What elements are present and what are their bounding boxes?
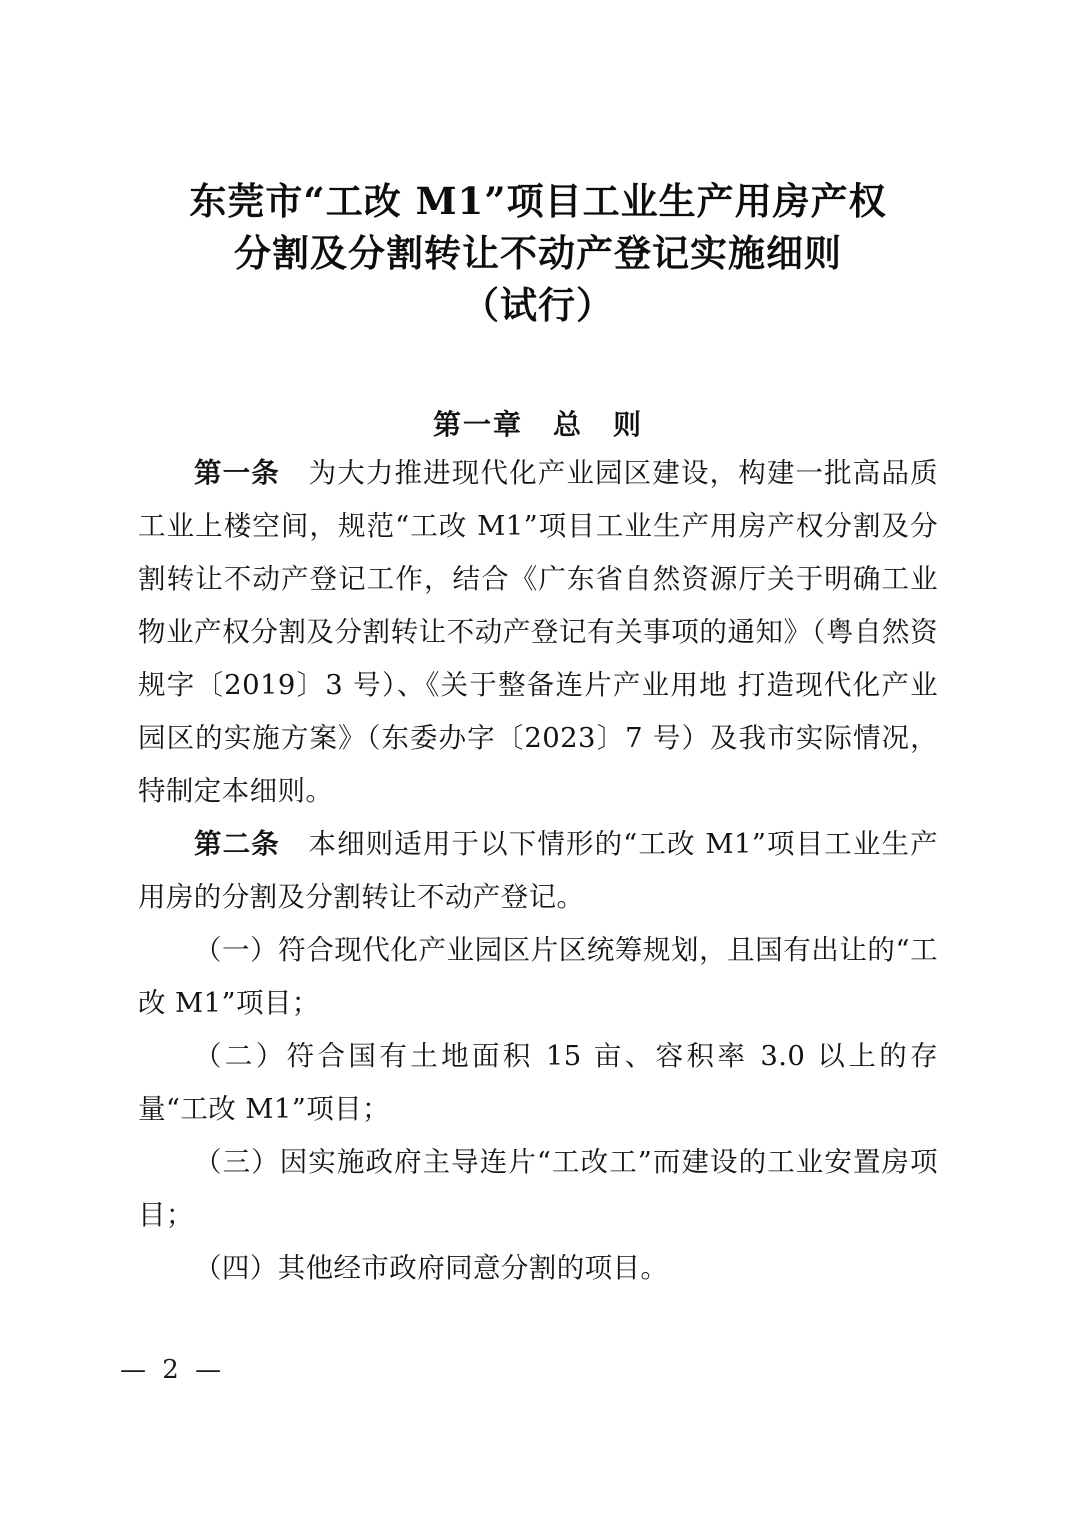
article-one [138,447,938,818]
article-two [138,818,938,924]
title-line-3: （试行） [462,283,614,327]
document-body [138,175,938,1295]
article-one-label: 第一条 [194,457,280,489]
list-item: （三）因实施政府主导连片“工改工”而建设的工业安置房项目； [138,1146,938,1231]
list-item: （二）符合国有土地面积 15 亩、容积率 3.0 以上的存量“工改 M1”项目； [138,1040,938,1125]
article-two-text: 本细则适用于以下情形的“工改 M1”项目工业生产用房的分割及分割转让不动产登记。 [138,828,939,913]
title-line-1: 东莞市“工改 M1”项目工业生产用房产权 [189,179,887,223]
list-item: （一）符合现代化产业园区片区统筹规划，且国有出让的“工改 M1”项目； [138,934,938,1019]
article-one-text: 为大力推进现代化产业园区建设，构建一批高品质工业上楼空间，规范“工改 M1”项目工业生产用房产权分割及分割转让不动产登记工作，结合《广东省自然资源厅关于明确工业物业产权分割及分割转让不动产登记有关事项的通知》（粤自然资规字〔2019〕3 号）、《关于整备连片产业用地 打造现代化产业园区的实施方案》（东委办字〔2023〕7 号）及我市实际情况，特制定本细则。 [138,457,938,807]
list-item: （四）其他经市政府同意分割的项目。 [194,1252,669,1284]
title-line-2: 分割及分割转让不动产登记实施细则 [234,231,842,275]
chapter-heading: 第一章 总 则 [432,408,643,441]
page-number: — 2 — [120,1355,226,1385]
article-two-label: 第二条 [194,828,280,860]
page-title [138,175,938,331]
